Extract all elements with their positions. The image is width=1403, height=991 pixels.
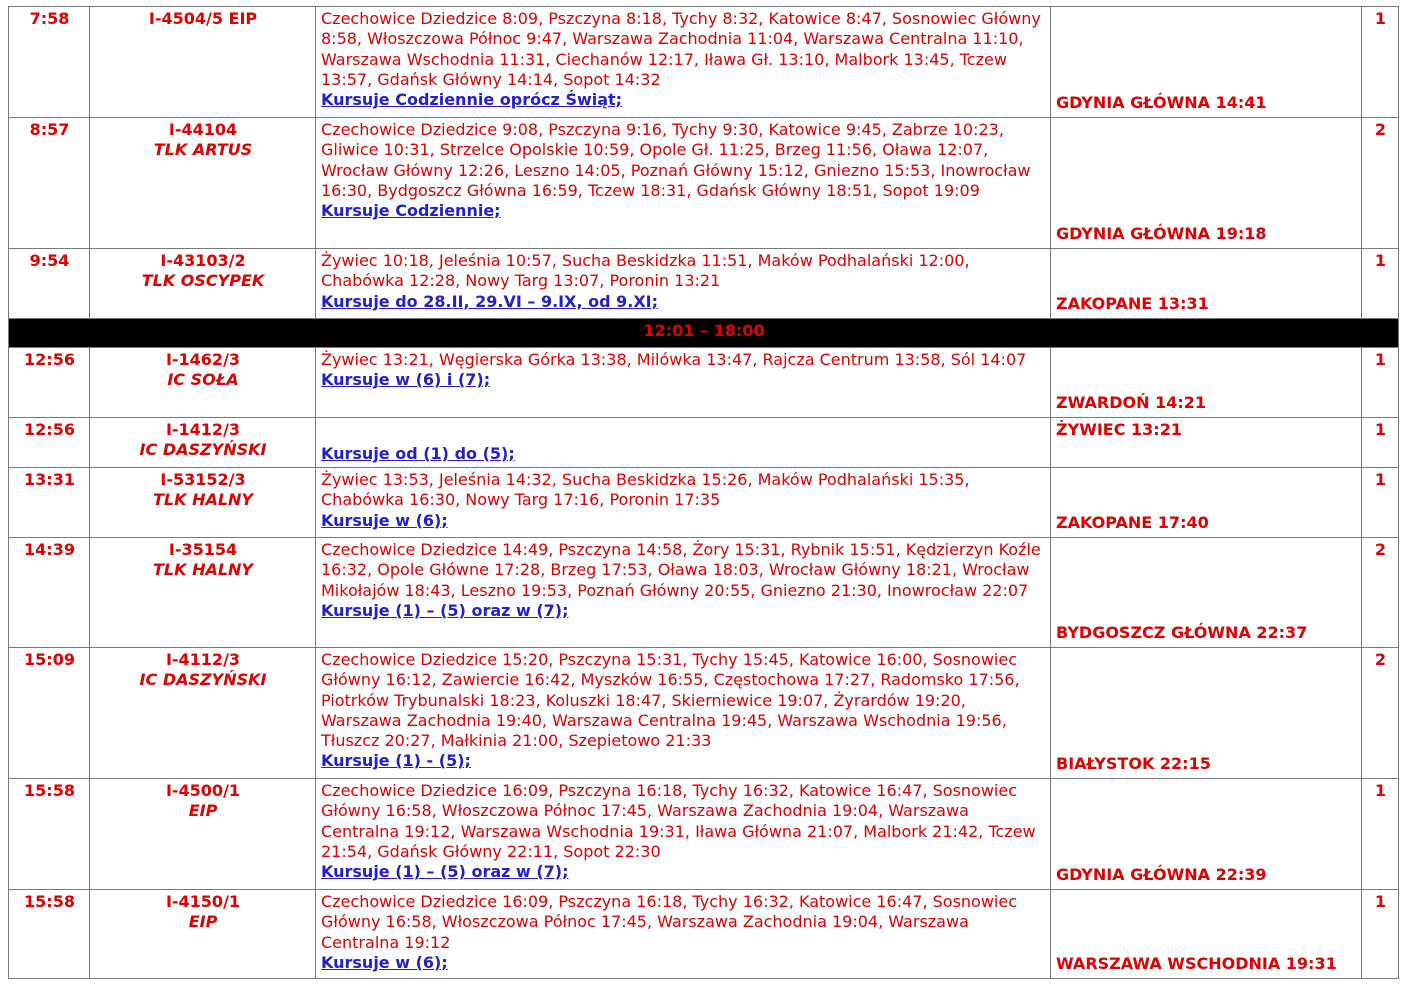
train-cell [90,118,316,249]
running-days-link[interactable]: Kursuje w (6) i (7); [321,370,491,390]
time-band-section [9,319,1399,348]
platform-number: 1 [1362,7,1399,118]
platform-number: 2 [1362,538,1399,648]
train-cell [90,779,316,890]
platform-number: 1 [1362,418,1399,468]
train-cell [90,7,316,118]
train-name: IC SOŁA [167,370,239,390]
departure-time: 12:56 [9,348,90,418]
running-days-link[interactable]: Kursuje Codziennie; [321,201,501,221]
running-days-link[interactable]: Kursuje Codziennie oprócz Świąt; [321,90,623,110]
destination: BYDGOSZCZ GŁÓWNA 22:37 [1051,538,1362,648]
train-cell [90,348,316,418]
train-cell [90,648,316,779]
intermediate-stations: Żywiec 13:21, Węgierska Górka 13:38, Milówka 13:47, Rajcza Centrum 13:58, Sól 14:07 [321,350,1027,369]
route-cell [316,249,1051,319]
train-cell [90,418,316,468]
running-days-link[interactable]: Kursuje w (6); [321,510,448,530]
train-number: I-1462/3 [165,350,241,369]
platform-number: 2 [1362,648,1399,779]
departure-time: 15:09 [9,648,90,779]
destination: WARSZAWA WSCHODNIA 19:31 [1051,890,1362,979]
train-name: TLK OSCYPEK [141,271,265,291]
destination: GDYNIA GŁÓWNA 22:39 [1051,779,1362,890]
train-name: IC DASZYŃSKI [139,440,267,460]
train-cell [90,538,316,648]
intermediate-stations: Czechowice Dziedzice 14:49, Pszczyna 14:58, Żory 15:31, Rybnik 15:51, Kędzierzyn Koźle 16:32, Opole Główne 17:28, Brzeg 17:53, Oława 18:03, Wrocław Główny 18:21, Wrocław Mikołajów 18:43, Leszno 19:53, Poznań Główny 20:55, Gniezno 21:30, Inowrocław 22:07 [321,540,1041,600]
intermediate-stations: Czechowice Dziedzice 15:20, Pszczyna 15:31, Tychy 15:45, Katowice 16:00, Sosnowiec Główny 16:12, Zawiercie 16:42, Myszków 16:55, Częstochowa 17:27, Radomsko 17:56, Piotrków Trybunalski 18:23, Koluszki 18:47, Skierniewice 19:07, Żyrardów 19:20, Warszawa Zachodnia 19:40, Warszawa Centralna 19:45, Warszawa Wschodnia 19:56, Tłuszcz 20:27, Małkinia 21:00, Szepietowo 21:33 [321,650,1020,751]
destination: BIAŁYSTOK 22:15 [1051,648,1362,779]
train-name: EIP [188,912,218,932]
intermediate-stations: Czechowice Dziedzice 9:08, Pszczyna 9:16, Tychy 9:30, Katowice 9:45, Zabrze 10:23, Gliwice 10:31, Strzelce Opolskie 10:59, Opole Gł. 11:25, Brzeg 11:56, Oława 12:07, Wrocław Główny 12:26, Leszno 14:05, Poznań Główny 15:12, Gniezno 15:53, Inowrocław 16:30, Bydgoszcz Główna 16:59, Tczew 18:31, Gdańsk Główny 18:51, Sopot 19:09 [321,120,1031,200]
departure-time: 14:39 [9,538,90,648]
departures-after-section [9,348,1399,979]
departures-before-section [9,7,1399,319]
departure-row [9,418,1399,468]
train-name: IC DASZYŃSKI [139,670,267,690]
train-number: I-35154 [168,540,238,559]
departure-row [9,348,1399,418]
departure-row [9,779,1399,890]
departure-time: 7:58 [9,7,90,118]
train-cell [90,890,316,979]
train-cell [90,468,316,538]
departure-time: 8:57 [9,118,90,249]
route-cell [316,648,1051,779]
running-days-link[interactable]: Kursuje w (6); [321,952,448,972]
route-cell [316,418,1051,468]
departure-time: 12:56 [9,418,90,468]
departure-row [9,538,1399,648]
train-name: TLK HALNY [152,490,254,510]
destination: ZWARDOŃ 14:21 [1051,348,1362,418]
running-days-link[interactable]: Kursuje (1) – (5) oraz w (7); [321,862,569,882]
departure-time: 15:58 [9,890,90,979]
route-cell [316,118,1051,249]
route-cell [316,348,1051,418]
destination: ZAKOPANE 17:40 [1051,468,1362,538]
platform-number: 1 [1362,468,1399,538]
platform-number: 1 [1362,249,1399,319]
running-days-link[interactable]: Kursuje od (1) do (5); [321,443,515,463]
train-number: I-43103/2 [160,251,246,270]
intermediate-stations: Żywiec 13:53, Jeleśnia 14:32, Sucha Beskidzka 15:26, Maków Podhalański 15:35, Chabówka 16:30, Nowy Targ 17:16, Poronin 17:35 [321,470,970,510]
train-number: I-44104 [168,120,238,139]
destination: GDYNIA GŁÓWNA 14:41 [1051,7,1362,118]
departure-row [9,648,1399,779]
destination: GDYNIA GŁÓWNA 19:18 [1051,118,1362,249]
departure-row [9,890,1399,979]
time-band-label: 12:01 – 18:00 [9,319,1399,348]
route-cell [316,468,1051,538]
departure-row [9,249,1399,319]
intermediate-stations: Czechowice Dziedzice 8:09, Pszczyna 8:18, Tychy 8:32, Katowice 8:47, Sosnowiec Główny 8:58, Włoszczowa Północ 9:47, Warszawa Zachodnia 11:04, Warszawa Centralna 11:10, Warszawa Wschodnia 11:31, Ciechanów 12:17, Iława Gł. 13:10, Malbork 13:45, Tczew 13:57, Gdańsk Główny 14:14, Sopot 14:32 [321,9,1041,89]
departure-row [9,7,1399,118]
platform-number: 1 [1362,779,1399,890]
route-cell [316,538,1051,648]
platform-number: 2 [1362,118,1399,249]
running-days-link[interactable]: Kursuje (1) – (5) oraz w (7); [321,600,569,620]
train-number: I-4112/3 [165,650,241,669]
platform-number: 1 [1362,890,1399,979]
train-number: I-4150/1 [165,892,241,911]
train-cell [90,249,316,319]
departure-time: 15:58 [9,779,90,890]
train-number: I-4500/1 [165,781,241,800]
train-name: EIP [188,801,218,821]
running-days-link[interactable]: Kursuje do 28.II, 29.VI – 9.IX, od 9.XI; [321,291,659,311]
destination: ZAKOPANE 13:31 [1051,249,1362,319]
intermediate-stations: Czechowice Dziedzice 16:09, Pszczyna 16:18, Tychy 16:32, Katowice 16:47, Sosnowiec Główny 16:58, Włoszczowa Północ 17:45, Warszawa Zachodnia 19:04, Warszawa Centralna 19:12 [321,892,1018,952]
route-cell [316,890,1051,979]
train-number: I-4504/5 EIP [148,9,258,28]
train-name: TLK HALNY [152,560,254,580]
departures-table [8,6,1399,979]
train-name: TLK ARTUS [153,140,253,160]
departure-time: 13:31 [9,468,90,538]
departure-time: 9:54 [9,249,90,319]
route-cell [316,7,1051,118]
train-number: I-53152/3 [160,470,246,489]
running-days-link[interactable]: Kursuje (1) - (5); [321,751,471,771]
intermediate-stations: Czechowice Dziedzice 16:09, Pszczyna 16:18, Tychy 16:32, Katowice 16:47, Sosnowiec Główny 16:58, Włoszczowa Północ 17:45, Warszawa Zachodnia 19:04, Warszawa Centralna 19:12, Warszawa Wschodnia 19:31, Iława Główna 21:07, Malbork 21:42, Tczew 21:54, Gdańsk Główny 22:11, Sopot 22:30 [321,781,1036,861]
train-number: I-1412/3 [165,420,241,439]
route-cell [316,779,1051,890]
intermediate-stations: Żywiec 10:18, Jeleśnia 10:57, Sucha Beskidzka 11:51, Maków Podhalański 12:00, Chabówka 12:28, Nowy Targ 13:07, Poronin 13:21 [321,251,970,291]
destination: ŻYWIEC 13:21 [1051,418,1362,468]
platform-number: 1 [1362,348,1399,418]
time-band-header [9,319,1399,348]
departure-row [9,118,1399,249]
departure-row [9,468,1399,538]
